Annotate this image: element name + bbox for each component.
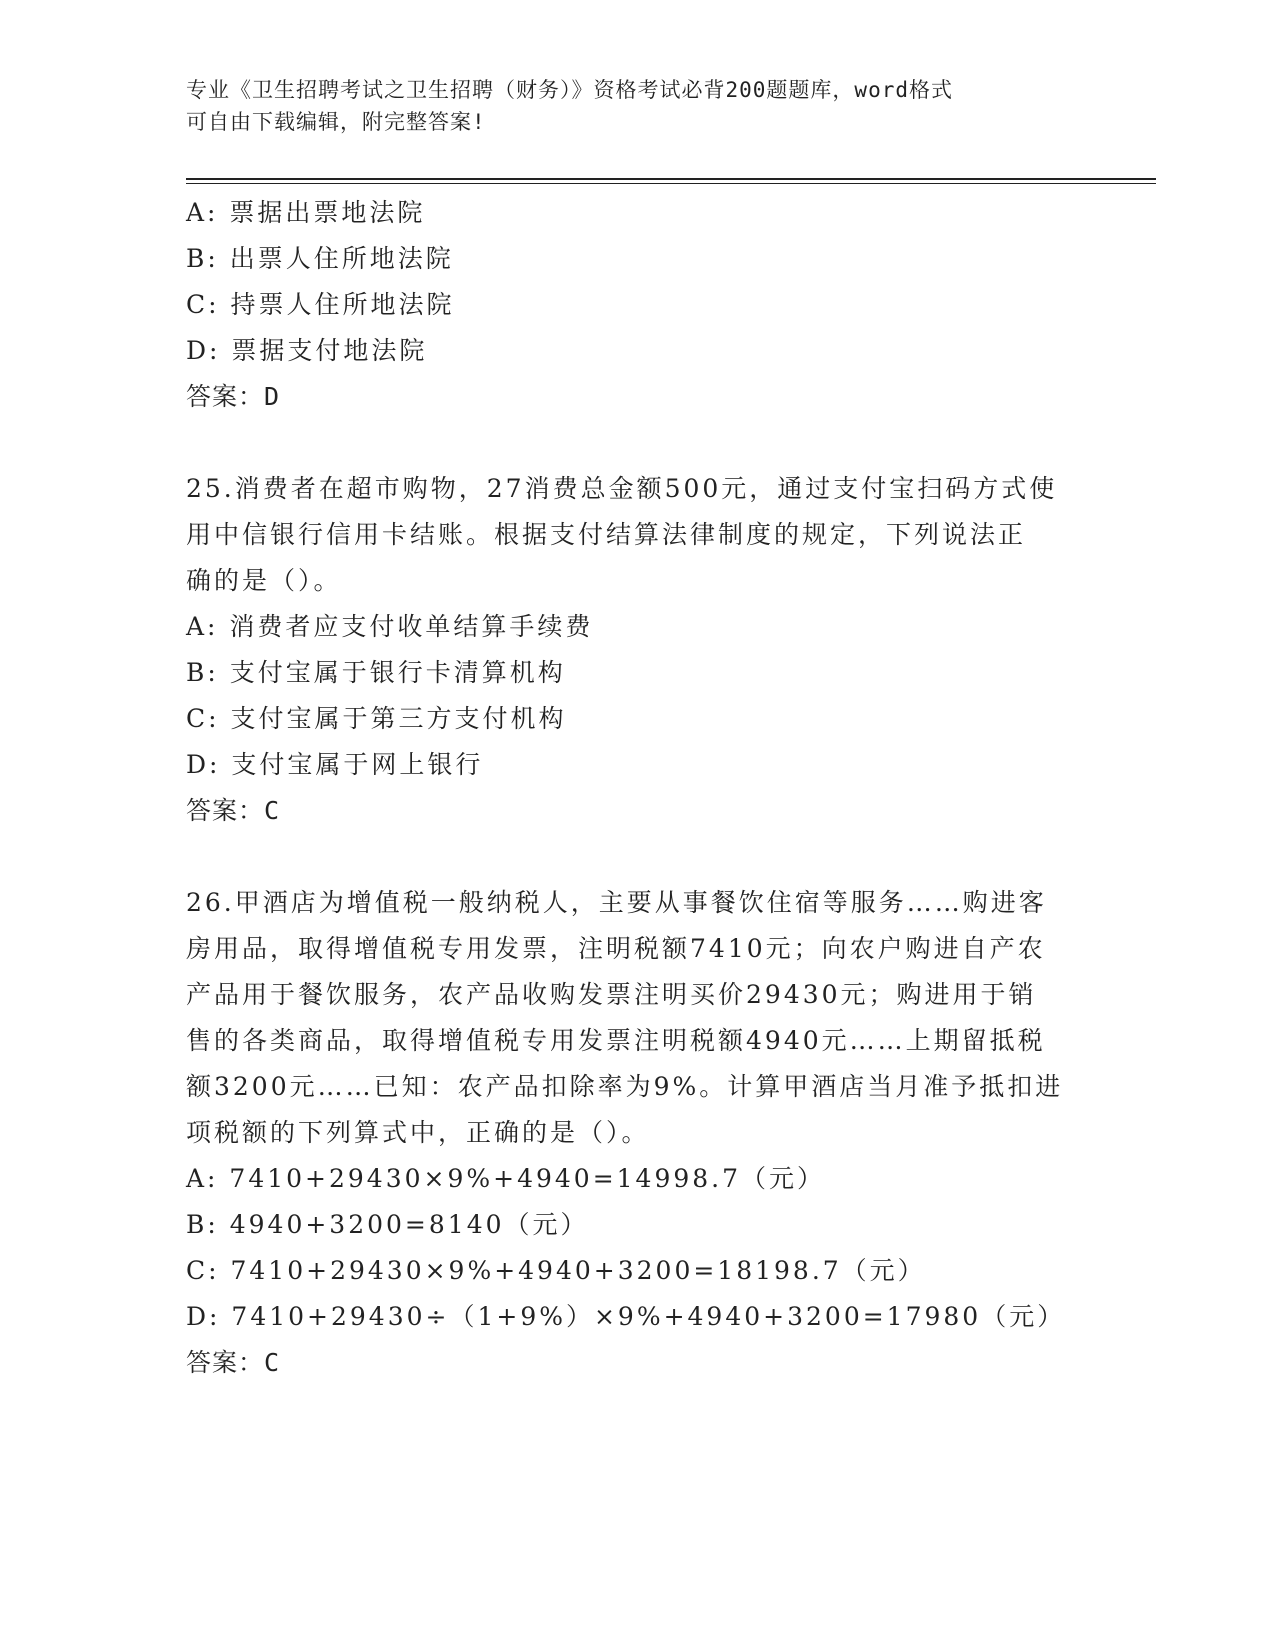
answer-label: 答案：D: [186, 382, 281, 411]
spacer: [186, 420, 1086, 466]
answer-label: 答案：C: [186, 796, 281, 825]
option-d: D: 支付宝属于网上银行: [186, 750, 484, 779]
option-b: B: 4940+3200=8140（元）: [186, 1210, 589, 1239]
question-25-block: [186, 466, 1086, 834]
option-a: A: 7410+29430×9%+4940=14998.7（元）: [186, 1164, 826, 1193]
document-header: [186, 74, 1086, 138]
question-24-block: [186, 190, 1086, 420]
option-b: B: 出票人住所地法院: [186, 244, 454, 273]
header-line-1: 专业《卫生招聘考试之卫生招聘（财务）》资格考试必背200题题库，word格式: [186, 78, 953, 102]
option-b: B: 支付宝属于银行卡清算机构: [186, 658, 566, 687]
question-stem-line: 项税额的下列算式中，正确的是（）。: [186, 1118, 650, 1147]
spacer: [186, 834, 1086, 880]
option-c: C: 持票人住所地法院: [186, 290, 455, 319]
header-line-2: 可自由下载编辑，附完整答案!: [186, 110, 486, 134]
question-stem-line: 房用品，取得增值税专用发票，注明税额7410元；向农户购进自产农: [186, 934, 1046, 963]
question-stem-line: 产品用于餐饮服务，农产品收购发票注明买价29430元；购进用于销: [186, 980, 1037, 1009]
option-d: D: 票据支付地法院: [186, 336, 428, 365]
question-stem-line: 确的是（）。: [186, 566, 342, 595]
question-stem-line: 额3200元……已知：农产品扣除率为9%。计算甲酒店当月准予抵扣进: [186, 1072, 1064, 1101]
option-a: A: 票据出票地法院: [186, 198, 426, 227]
document-body: [186, 190, 1086, 1386]
question-stem-line: 25.消费者在超市购物，27消费总金额500元，通过支付宝扫码方式使: [186, 474, 1058, 503]
question-stem-line: 26.甲酒店为增值税一般纳税人，主要从事餐饮住宿等服务……购进客: [186, 888, 1047, 917]
option-c: C: 7410+29430×9%+4940+3200=18198.7（元）: [186, 1256, 926, 1285]
option-d: D: 7410+29430÷（1+9%）×9%+4940+3200=17980（元）: [186, 1302, 1066, 1331]
option-c: C: 支付宝属于第三方支付机构: [186, 704, 567, 733]
answer-label: 答案：C: [186, 1348, 281, 1377]
header-divider-thick: [186, 178, 1156, 180]
question-stem-line: 售的各类商品，取得增值税专用发票注明税额4940元……上期留抵税: [186, 1026, 1046, 1055]
question-stem-line: 用中信银行信用卡结账。根据支付结算法律制度的规定，下列说法正: [186, 520, 1027, 549]
option-a: A: 消费者应支付收单结算手续费: [186, 612, 594, 641]
question-26-block: [186, 880, 1086, 1386]
header-divider-thin: [186, 183, 1156, 184]
